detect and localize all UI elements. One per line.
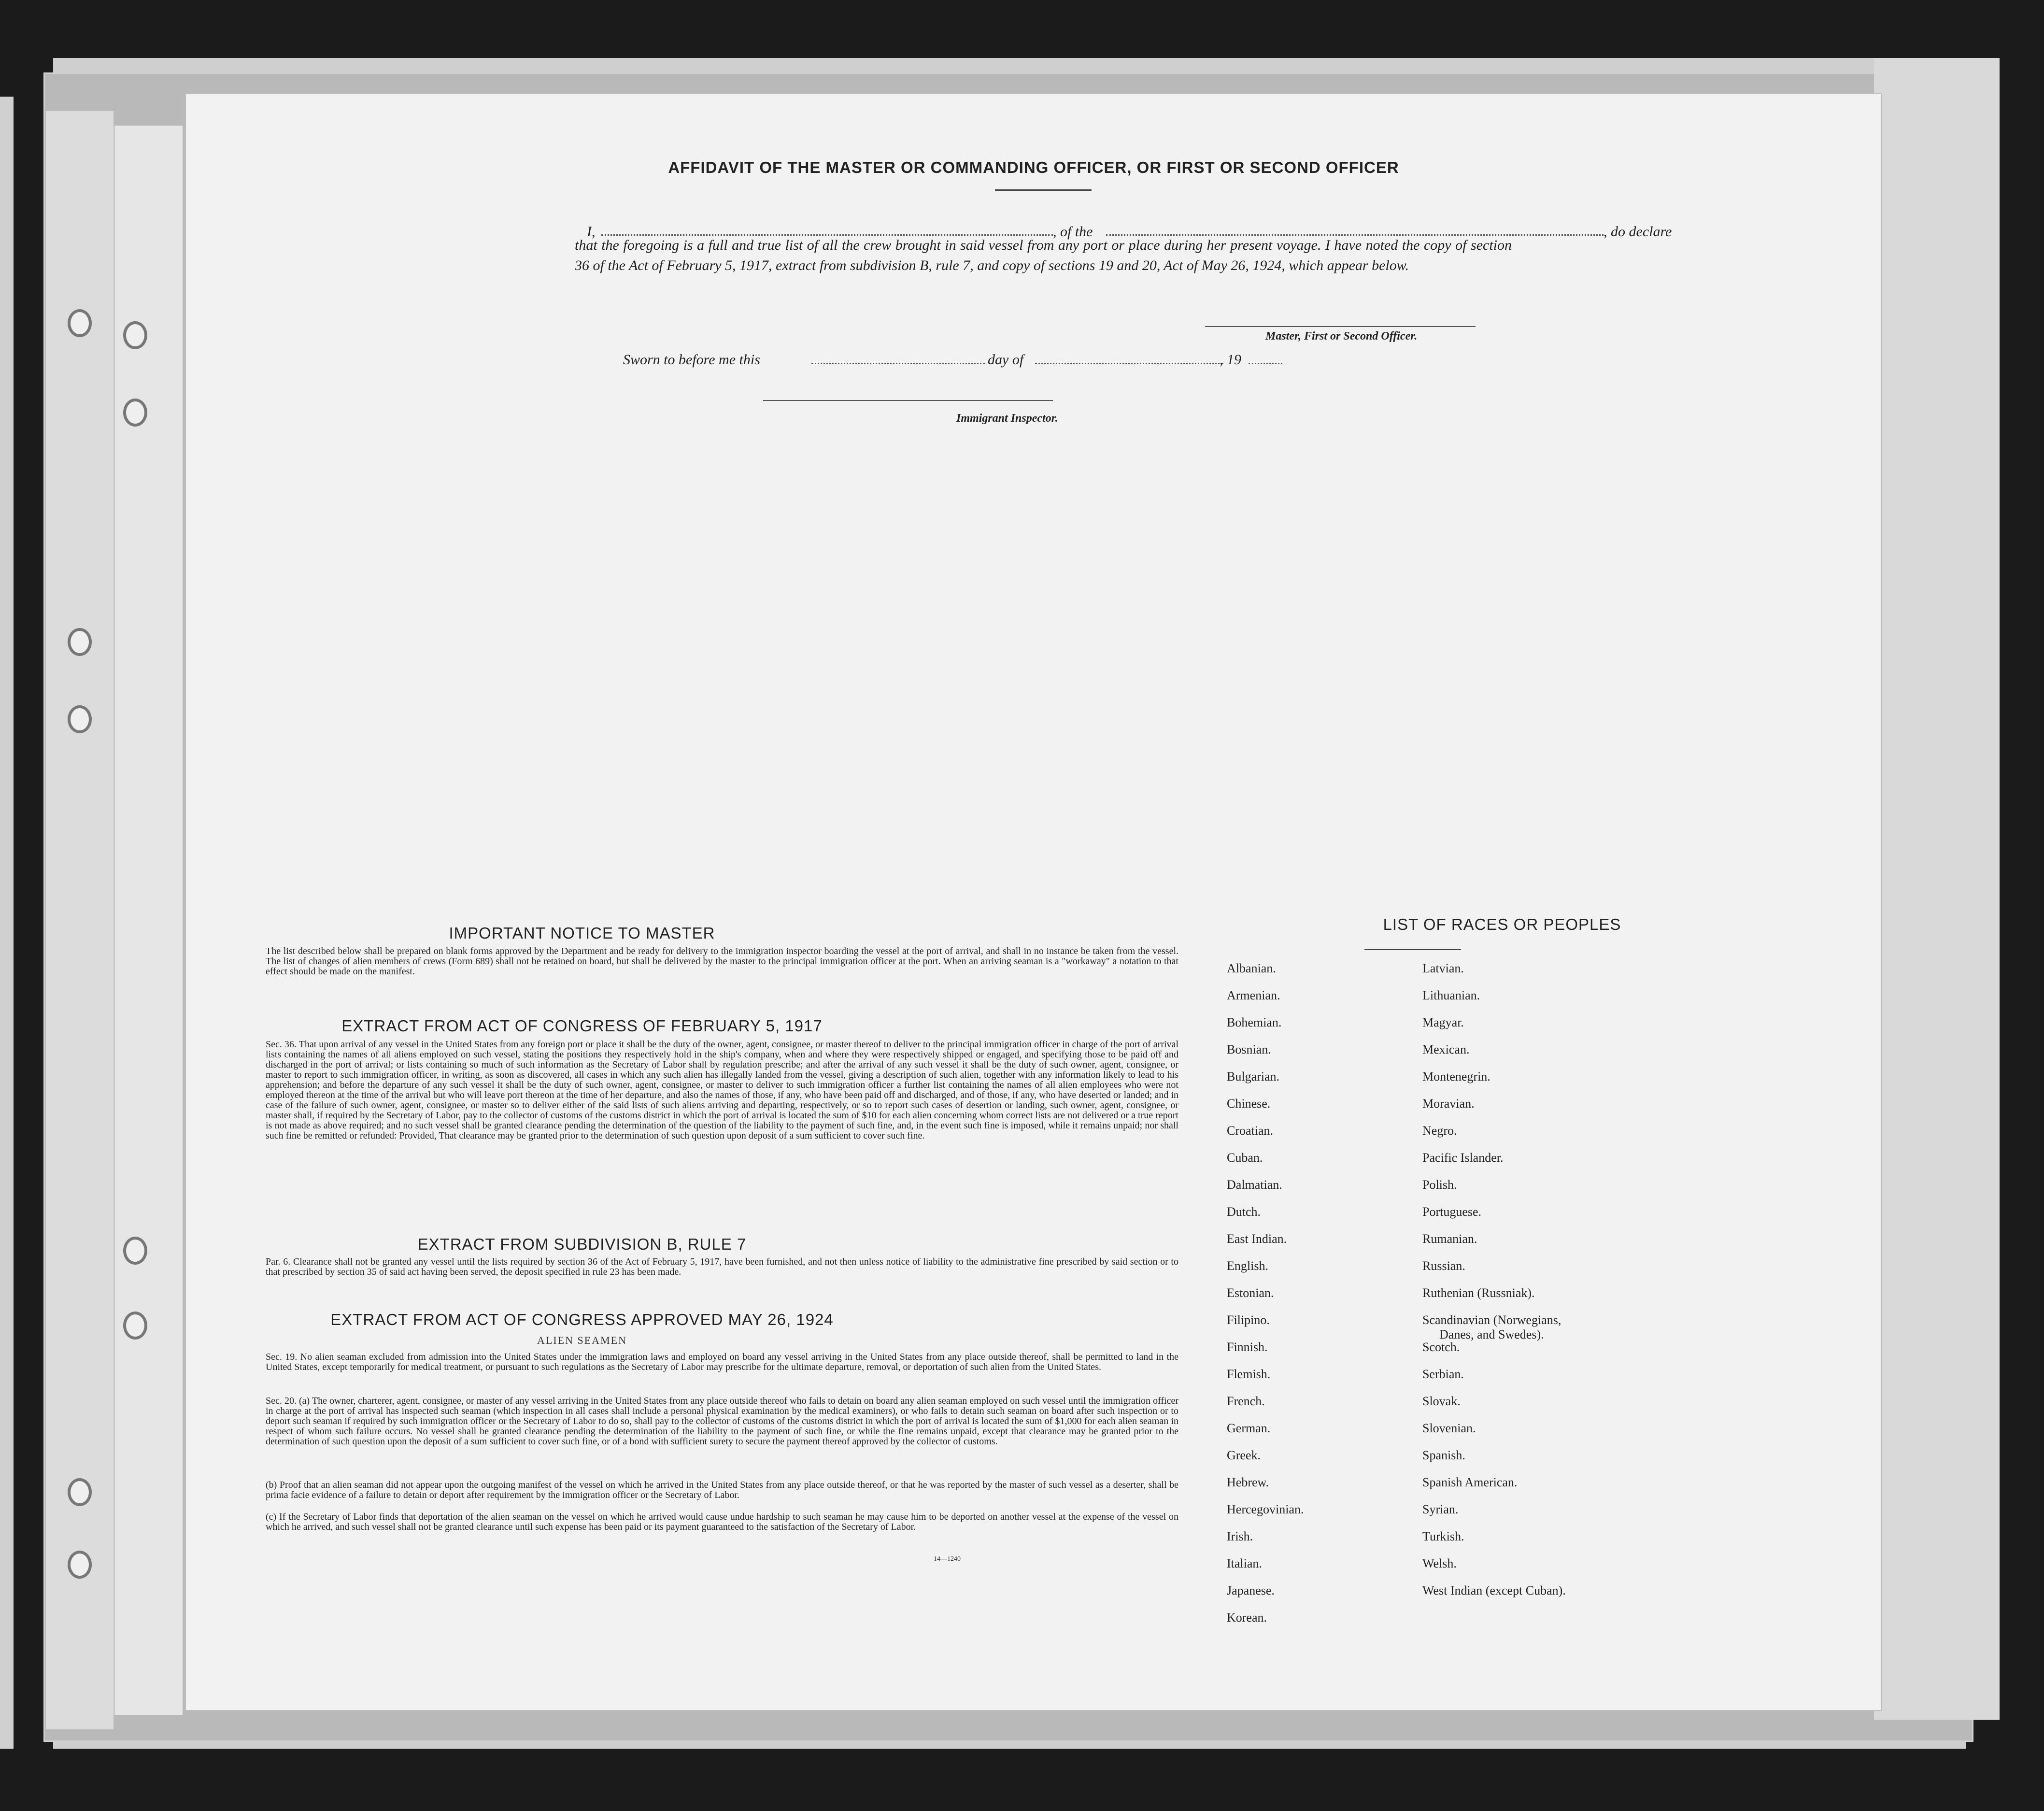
- binder-hole-icon: [123, 399, 147, 427]
- race-left-item: French.: [1227, 1394, 1265, 1408]
- race-left-item: Finnish.: [1227, 1340, 1268, 1354]
- race-right-item: Magyar.: [1422, 1015, 1464, 1029]
- underlying-page-edge: [0, 97, 14, 1749]
- affidavit-title: AFFIDAVIT OF THE MASTER OR COMMANDING OFFICER, OR FIRST OR SECOND OFFICER: [668, 158, 1399, 176]
- binder-hole-icon: [68, 309, 92, 337]
- race-left-item: Korean.: [1227, 1611, 1267, 1625]
- affidavit-declare: , do declare: [1604, 224, 1672, 240]
- race-left-item: Bohemian.: [1227, 1015, 1282, 1029]
- extract-1917-text: Sec. 36. That upon arrival of any vessel in the United States from any foreign port or place it shall be the duty of the owner, agent, consignee, or master thereof to deliver to the principal immigration officer in charge of the port of arrival lists containing the names of all aliens employed on such vessel, stating the positions they respectively hold in the ship's company, when and where they were respectively shipped or engaged, and specifying those to be paid off and discharged in the port of arrival; or lists containing so much of such information as the Secretary of Labor shall by regulation prescribe; and after the arrival of any such vessel it shall be the duty of such owner, agent, consignee, or master to report to such immigration officer, in writing, as soon as discovered, all cases in which any such alien has illegally landed from the vessel, giving a description of such alien, together with any information likely to lead to his apprehension; and before the departure of any such vessel it shall be the duty of such owner, agent, consignee, or master to deliver to such immigration officer a further list containing the names of all alien employees who were not employed thereon at the time of the arrival but who will leave port thereon at the time of her departure, and also the names of those, if any, who have been paid off and discharged, and of those, if any, who have deserted or landed; and in case of the failure of such owner, agent, consignee, or master so to deliver either of the said lists of such aliens arriving and departing, respectively, or so to report such cases of desertion or landing, such owner, agent, consignee, or master shall, if required by the Secretary of Labor, pay to the collector of customs of the customs district in which the port of arrival is located the sum of $10 for each alien concerning whom correct lists are not delivered or a true report is not made as above required; and no such vessel shall be granted clearance pending the determination of the question of the liability to the payment of such fine, and, in the event such fine is imposed, while it remains unpaid; nor shall such fine be remitted or refunded: Provided, That clearance may be granted prior to the determination of such question upon deposit of a sum sufficient to cover such fine.: [266, 1039, 1178, 1141]
- binder-hole-icon: [123, 321, 147, 349]
- race-right-item: Mexican.: [1422, 1042, 1470, 1056]
- race-left-item: Italian.: [1227, 1556, 1262, 1570]
- sworn-label: Sworn to before me this: [623, 352, 760, 368]
- affidavit-of: , of the: [1053, 224, 1093, 240]
- race-right-item: Scandinavian (Norwegians,: [1422, 1313, 1561, 1327]
- race-left-item: Filipino.: [1227, 1313, 1270, 1327]
- extract-1924-title: EXTRACT FROM ACT OF CONGRESS APPROVED MAY 26, 1924: [330, 1311, 834, 1328]
- binder-hole-icon: [123, 1237, 147, 1265]
- race-left-item: Japanese.: [1227, 1583, 1275, 1597]
- extract-1917-title: EXTRACT FROM ACT OF CONGRESS OF FEBRUARY 5, 1917: [341, 1017, 823, 1035]
- race-right-item: Ruthenian (Russniak).: [1422, 1286, 1535, 1300]
- race-right-item: Polish.: [1422, 1178, 1457, 1192]
- race-left-item: Cuban.: [1227, 1151, 1263, 1165]
- sec19-text: Sec. 19. No alien seaman excluded from admission into the United States under the immigration laws and employed on board any vessel arriving in the United States from any place outside thereof, shall be permitted to land in the United States, except temporarily for medical treatment, or pursuant to such regulations as the Secretary of Labor may prescribe for the ultimate departure, removal, or deportation of such alien from the United States.: [266, 1352, 1178, 1372]
- race-left-item: Armenian.: [1227, 988, 1280, 1002]
- race-left-item: East Indian.: [1227, 1232, 1287, 1246]
- race-left-item: Bosnian.: [1227, 1042, 1271, 1056]
- title-rule: [995, 189, 1092, 191]
- affidavit-i: I,: [587, 224, 596, 240]
- race-right-item: Welsh.: [1422, 1556, 1457, 1570]
- binder-hole-icon: [68, 1551, 92, 1579]
- sworn-month-field[interactable]: [1035, 363, 1223, 364]
- binder-hole-icon: [68, 1478, 92, 1506]
- race-left-item: Hebrew.: [1227, 1475, 1269, 1489]
- races-title: LIST OF RACES OR PEOPLES: [1383, 915, 1621, 933]
- inspector-caption: Immigrant Inspector.: [956, 412, 1058, 425]
- notice-title: IMPORTANT NOTICE TO MASTER: [449, 924, 715, 942]
- race-right-item: Russian.: [1422, 1259, 1465, 1273]
- sworn-day-field[interactable]: [811, 363, 985, 364]
- race-left-item: Greek.: [1227, 1448, 1261, 1462]
- race-right-item: Spanish American.: [1422, 1475, 1518, 1489]
- sec20b-text: (b) Proof that an alien seaman did not appear upon the outgoing manifest of the vessel on which he arrived in the United States from any place outside thereof, or that he was reported by the master of such vessel as a deserter, shall be prima facie evidence of a failure to detain or deport after requirement by the immigration officer or the Secretary of Labor.: [266, 1480, 1178, 1500]
- race-right-item: Slovak.: [1422, 1394, 1461, 1408]
- race-right-item: Montenegrin.: [1422, 1069, 1490, 1084]
- race-left-item: Irish.: [1227, 1529, 1253, 1543]
- race-left-item: Chinese.: [1227, 1097, 1271, 1111]
- year-prefix: , 19: [1220, 352, 1241, 368]
- day-of-label: day of: [988, 352, 1024, 368]
- race-right-item: Danes, and Swedes).: [1439, 1327, 1544, 1341]
- race-left-item: Croatian.: [1227, 1124, 1274, 1138]
- race-right-item: Negro.: [1422, 1124, 1457, 1138]
- sec20a-text: Sec. 20. (a) The owner, charterer, agent, consignee, or master of any vessel arriving in the United States from any place outside thereof who fails to detain on board any alien seaman employed on such vessel until the immigration officer in charge at the port of arrival has inspected such seaman (which inspection in all cases shall include a personal physical examination by the medical examiners), or who fails to detain such seaman on board after such inspection or to deport such seaman if required by such immigration officer or the Secretary of Labor to do so, shall pay to the collector of customs of the customs district in which the port of arrival is located the sum of $1,000 for each alien seaman in respect of whom such failure occurs. No vessel shall be granted clearance pending the determination of the liability to the payment of such fine, or while the fine remains unpaid, except that clearance may be granted prior to the determination of such question upon the deposit of a sum sufficient to cover such fine, or of a bond with sufficient surety to secure the payment thereof approved by the collector of customs.: [266, 1396, 1178, 1447]
- affidavit-body: that the foregoing is a full and true list of all the crew brought in said vessel from any port or place during her present voyage. I have noted the copy of section 36 of the Act of February 5, 1917, extract from subdivision B, rule 7, and copy of sections 19 and 20, Act of May 26, 1924, which appear below.: [575, 237, 1512, 273]
- binder-hole-icon: [123, 1312, 147, 1340]
- race-right-item: Syrian.: [1422, 1502, 1459, 1516]
- form-page: [186, 94, 1881, 1710]
- sec20c-text: (c) If the Secretary of Labor finds that deportation of the alien seaman on the vessel on which he arrived would cause undue hardship to such seaman he may cause him to be deported on another vessel at the expense of the vessel on which he arrived, and such vessel shall not be granted clearance until such expense has been paid or its payment guaranteed to the satisfaction of the Secretary of Labor.: [266, 1512, 1178, 1532]
- race-left-item: Dalmatian.: [1227, 1178, 1282, 1192]
- binder-hole-icon: [68, 705, 92, 733]
- binder-hole-icon: [68, 628, 92, 656]
- race-right-item: Moravian.: [1422, 1097, 1475, 1111]
- race-left-item: Albanian.: [1227, 961, 1276, 975]
- race-right-item: Rumanian.: [1422, 1232, 1477, 1246]
- extract-rule7-title: EXTRACT FROM SUBDIVISION B, RULE 7: [417, 1235, 747, 1253]
- race-left-item: Flemish.: [1227, 1367, 1271, 1381]
- race-right-item: Serbian.: [1422, 1367, 1464, 1381]
- form-number: 14—1240: [934, 1555, 961, 1563]
- race-right-item: Pacific Islander.: [1422, 1151, 1504, 1165]
- race-right-item: Scotch.: [1422, 1340, 1460, 1354]
- races-rule: [1364, 949, 1461, 950]
- underlying-right-sheet: [1874, 58, 2000, 1720]
- notice-text: The list described below shall be prepared on blank forms approved by the Department and be ready for delivery to the immigration inspector boarding the vessel at the port of arrival, and shall in no instance be taken from the vessel. The list of changes of alien members of crews (Form 689) shall not be retained on board, but shall be delivered by the master to the principal immigration officer at the port. When an arriving seaman is a "workaway" a notation to that effect should be made on the manifest.: [266, 946, 1178, 977]
- signature-caption: Master, First or Second Officer.: [1265, 330, 1418, 342]
- inspector-signature-line[interactable]: [763, 400, 1053, 401]
- race-right-item: Lithuanian.: [1422, 988, 1480, 1002]
- race-left-item: Dutch.: [1227, 1205, 1261, 1219]
- race-right-item: Turkish.: [1422, 1529, 1464, 1543]
- extract-rule7-text: Par. 6. Clearance shall not be granted any vessel until the lists required by section 36 of the Act of February 5, 1917, have been furnished, and not then unless notice of liability to the administrative fine prescribed by said section or to that prescribed by section 35 of said act having been served, the deposit specified in rule 23 has been made.: [266, 1256, 1178, 1277]
- signature-line[interactable]: [1205, 326, 1476, 327]
- race-left-item: Estonian.: [1227, 1286, 1274, 1300]
- race-right-item: West Indian (except Cuban).: [1422, 1583, 1566, 1597]
- race-right-item: Spanish.: [1422, 1448, 1465, 1462]
- race-right-item: Portuguese.: [1422, 1205, 1482, 1219]
- race-left-item: German.: [1227, 1421, 1271, 1435]
- race-right-item: Latvian.: [1422, 961, 1464, 975]
- race-left-item: Hercegovinian.: [1227, 1502, 1304, 1516]
- alien-seamen-subtitle: ALIEN SEAMEN: [537, 1334, 627, 1346]
- race-left-item: Bulgarian.: [1227, 1069, 1280, 1084]
- sworn-year-field[interactable]: [1249, 363, 1282, 364]
- race-right-item: Slovenian.: [1422, 1421, 1476, 1435]
- binder-strip-inner: [114, 126, 183, 1715]
- race-left-item: English.: [1227, 1259, 1268, 1273]
